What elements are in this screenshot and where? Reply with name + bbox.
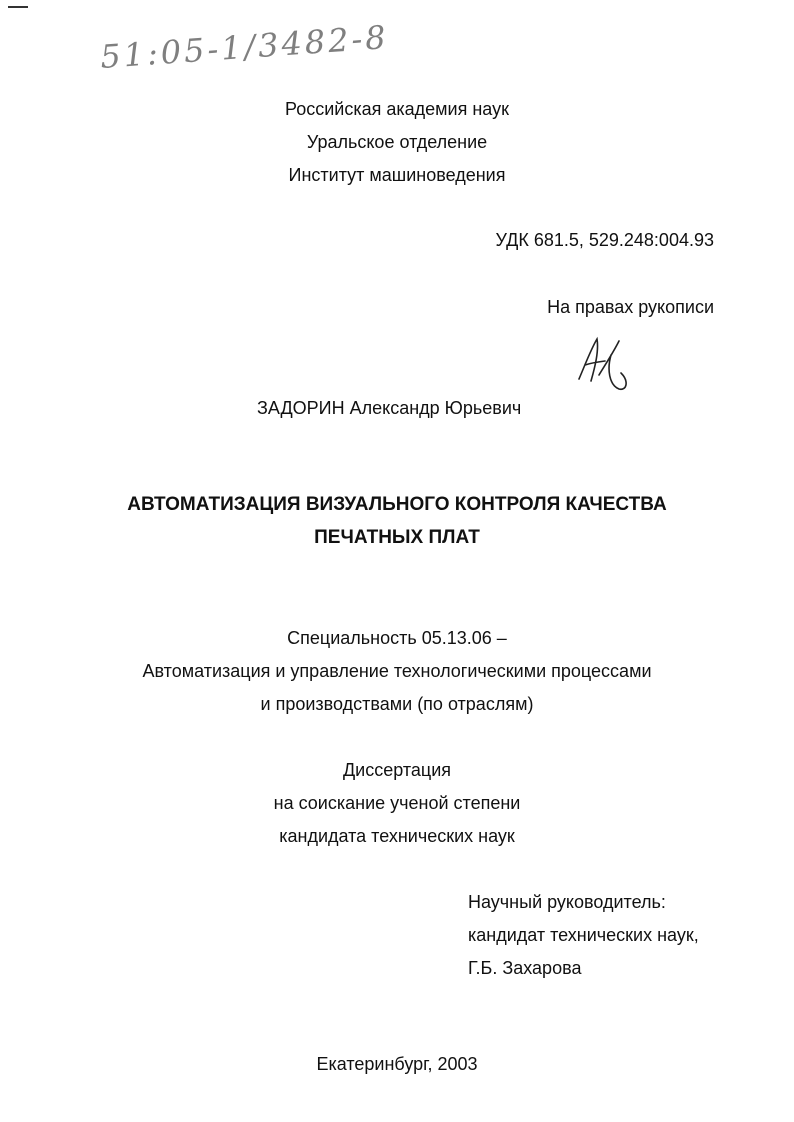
specialty-name-cont: и производствами (по отраслям) [260,694,534,714]
supervisor-label: Научный руководитель: [468,892,666,912]
specialty-name: Автоматизация и управление технологическими процессами [142,661,652,681]
dissertation-label: Диссертация [342,760,452,780]
author-name: ЗАДОРИН Александр Юрьевич [257,398,522,418]
supervisor-degree: кандидат технических наук, [468,925,699,945]
org-academy: Российская академия наук [285,99,509,119]
handwritten-archive-code: 51:05-1/3482-8 [99,17,390,77]
udc-code: УДК 681.5, 529.248:004.93 [495,230,714,250]
specialty-code: Специальность 05.13.06 – [287,628,507,648]
degree-name: кандидата технических наук [279,826,515,846]
scan-corner-mark [8,6,28,8]
title-line-1: АВТОМАТИЗАЦИЯ ВИЗУАЛЬНОГО КОНТРОЛЯ КАЧЕСТВА [127,494,667,515]
org-branch: Уральское отделение [306,132,488,152]
degree-purpose: на соискание ученой степени [273,793,521,813]
author-signature [575,335,635,395]
org-institute: Институт машиноведения [288,165,506,185]
city-year: Екатеринбург, 2003 [316,1054,478,1074]
title-line-2: ПЕЧАТНЫХ ПЛАТ [314,527,480,548]
supervisor-name: Г.Б. Захарова [468,958,582,978]
manuscript-rights: На правах рукописи [547,297,714,317]
